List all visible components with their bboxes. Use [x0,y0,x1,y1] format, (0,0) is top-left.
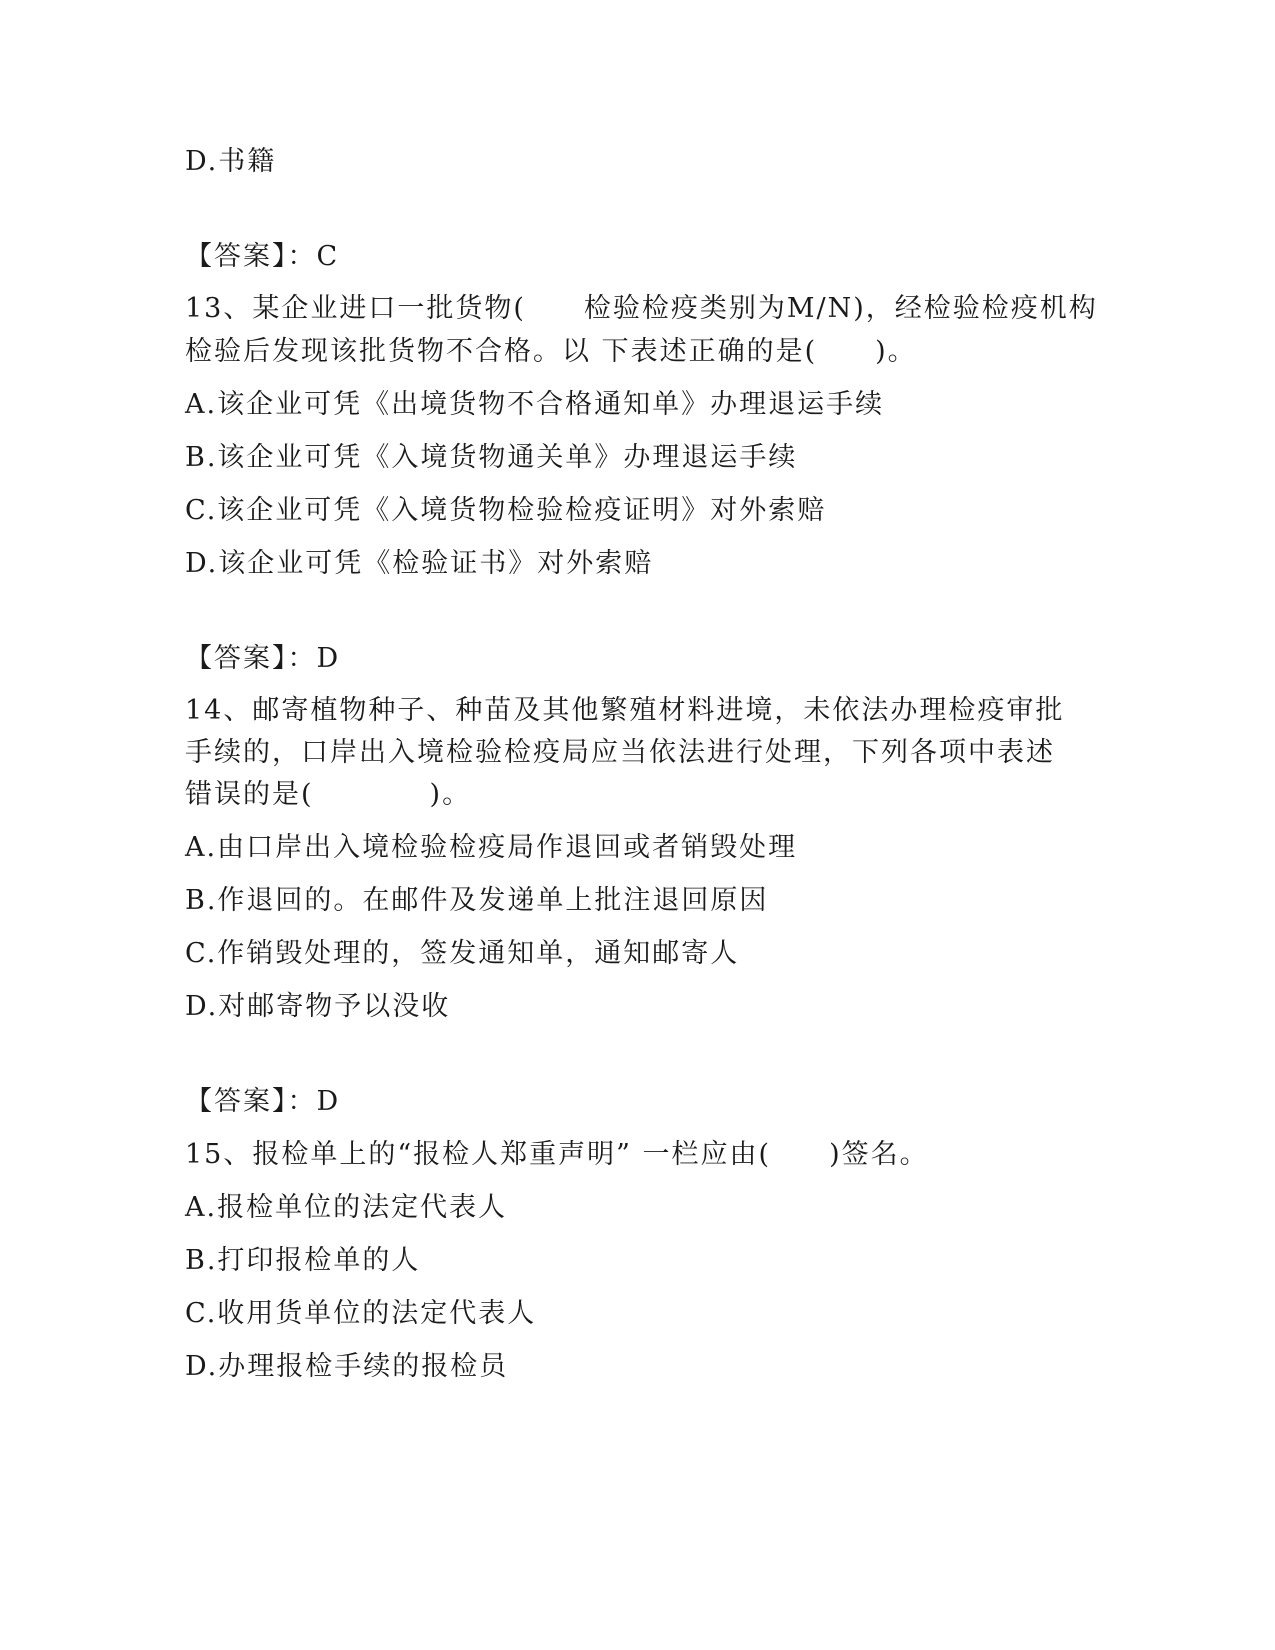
q14-option-a: A.由口岸出入境检验检疫局作退回或者销毁处理 [185,832,798,863]
q14-answer: 【答案】：D [185,1086,341,1117]
q13-option-b: B.该企业可凭《入境货物通关单》办理退运手续 [185,442,798,473]
q14-option-b: B.作退回的。在邮件及发递单上批注退回原因 [185,885,769,916]
q13-stem-line1: 13、某企业进口一批货物( 检验检疫类别为M/N)，经检验检疫机构 [185,293,1098,324]
q14-stem-line3: 错误的是( )。 [185,779,472,810]
q15-stem-line1: 15、报检单上的“报检人郑重声明” 一栏应由( )签名。 [185,1139,929,1170]
q15-option-d: D.办理报检手续的报检员 [185,1351,509,1382]
q13-option-a: A.该企业可凭《出境货物不合格通知单》办理退运手续 [185,389,885,420]
q15-option-c: C.收用货单位的法定代表人 [185,1298,537,1329]
q13-option-d: D.该企业可凭《检验证书》对外索赔 [185,548,654,579]
q13-answer: 【答案】：D [185,643,341,674]
q15-option-a: A.报检单位的法定代表人 [185,1192,508,1223]
q14-option-d: D.对邮寄物予以没收 [185,991,451,1022]
q12-option-d: D.书籍 [185,146,277,177]
q14-stem-line2: 手续的，口岸出入境检验检疫局应当依法进行处理，下列各项中表述 [185,737,1055,768]
q13-option-c: C.该企业可凭《入境货物检验检疫证明》对外索赔 [185,495,827,526]
q14-option-c: C.作销毁处理的，签发通知单，通知邮寄人 [185,938,740,969]
q13-stem-line2: 检验后发现该批货物不合格。以 下表述正确的是( )。 [185,336,917,367]
q12-answer: 【答案】：C [185,241,340,272]
q14-stem-line1: 14、邮寄植物种子、种苗及其他繁殖材料进境，未依法办理检疫审批 [185,695,1065,726]
q15-option-b: B.打印报检单的人 [185,1245,421,1276]
